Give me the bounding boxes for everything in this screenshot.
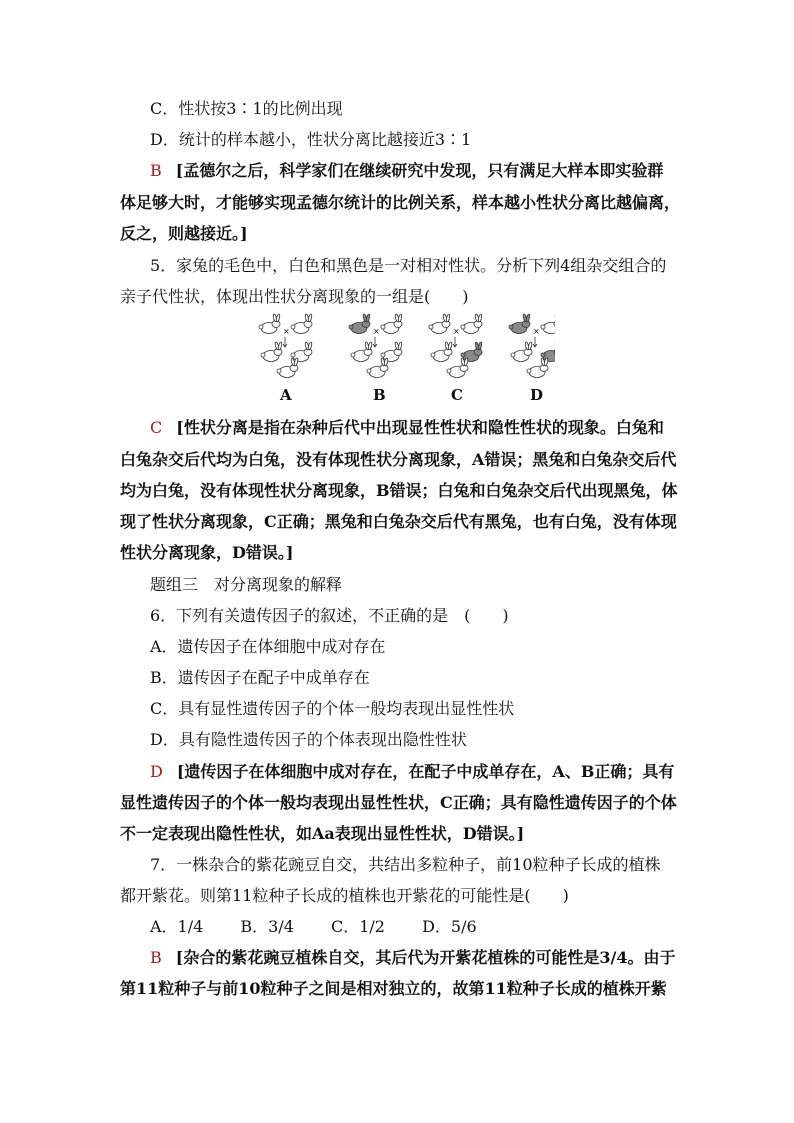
white-rabbit-icon	[381, 314, 402, 334]
white-rabbit-icon	[431, 342, 452, 362]
text-content: C．具有显性遗传因子的个体一般均表现出显性性状	[150, 699, 515, 718]
black-rabbit-icon	[461, 342, 482, 362]
white-rabbit-icon	[367, 358, 388, 378]
text-content: 现了性状分离现象，C正确；黑兔和白兔杂交后代有黑兔，也有白兔，没有体现	[120, 512, 677, 531]
figure-label-c: C	[451, 386, 463, 404]
arrow-down-icon	[533, 337, 537, 347]
text-line	[150, 699, 514, 719]
text-line	[120, 543, 293, 563]
white-rabbit-icon	[541, 314, 555, 334]
text-line	[120, 886, 569, 906]
text-content: D．统计的样本越小，性状分离比越接近3∶1	[150, 130, 472, 149]
white-rabbit-icon	[511, 342, 532, 362]
text-line	[150, 99, 343, 119]
text-line	[120, 224, 248, 244]
cross-symbol: ×	[453, 327, 460, 336]
cross-symbol: ×	[283, 327, 290, 336]
text-line	[120, 824, 524, 844]
text-content: 题组三 对分离现象的解释	[150, 575, 343, 594]
white-rabbit-icon	[351, 342, 372, 362]
text-content: 6．下列有关遗传因子的叙述，不正确的是 ( )	[150, 606, 509, 625]
text-line	[150, 575, 342, 595]
text-line	[120, 512, 677, 532]
text-content: [杂合的紫花豌豆植株自交，其后代为开紫花植株的可能性是3/4。由于	[175, 948, 676, 967]
white-rabbit-icon	[527, 358, 548, 378]
cross-symbol: ×	[373, 327, 380, 336]
arrow-down-icon	[283, 337, 287, 347]
text-content: 性状分离现象，D错误。]	[120, 543, 294, 562]
figure-label-d: D	[530, 386, 544, 404]
white-rabbit-icon	[291, 314, 312, 334]
figure-label-a: A	[280, 386, 292, 404]
text-line	[120, 287, 469, 307]
text-line	[120, 481, 678, 501]
text-line	[120, 193, 680, 213]
answer-letter: B	[150, 948, 162, 967]
text-line	[120, 450, 676, 470]
text-content: B．遗传因子在配子中成单存在	[150, 668, 370, 687]
text-content: [性状分离是指在杂种后代中出现显性性状和隐性性状的现象。白兔和	[176, 418, 664, 437]
text-content: D．具有隐性遗传因子的个体表现出隐性性状	[150, 730, 467, 749]
text-content: 反之，则越接近。]	[120, 224, 248, 243]
text-line	[120, 979, 667, 999]
text-line	[150, 418, 664, 438]
answer-letter: C	[150, 418, 163, 437]
arrow-down-icon	[373, 337, 377, 347]
text-line	[150, 256, 666, 276]
text-content: 白兔杂交后代均为白兔，没有体现性状分离现象，A错误；黑兔和白兔杂交后代	[120, 450, 677, 469]
text-content: 不一定表现出隐性性状，如Aa表现出显性性状，D错误。]	[120, 824, 525, 843]
arrow-down-icon	[453, 337, 457, 347]
white-rabbit-icon	[291, 342, 312, 362]
white-rabbit-icon	[381, 342, 402, 362]
text-line	[150, 917, 477, 937]
text-line	[150, 948, 675, 968]
text-line	[150, 668, 370, 688]
text-content: [孟德尔之后，科学家们在继续研究中发现，只有满足大样本即实验群	[175, 161, 664, 180]
text-line	[150, 730, 467, 750]
text-line	[150, 637, 386, 657]
text-content: 体足够大时，才能够实现孟德尔统计的比例关系，样本越小性状分离比越偏离，	[120, 193, 681, 212]
text-line	[150, 606, 509, 626]
text-content: A．1/4 B．3/4 C．1/2 D．5/6	[150, 917, 477, 936]
rabbit-cross-figure	[255, 310, 555, 410]
text-content: 都开紫花。则第11粒种子长成的植株也开紫花的可能性是( )	[120, 886, 569, 905]
text-line	[150, 762, 674, 782]
text-content: [遗传因子在体细胞中成对存在，在配子中成单存在，A、B正确；具有	[176, 762, 675, 781]
text-content: 亲子代性状，体现出性状分离现象的一组是( )	[120, 287, 469, 306]
white-rabbit-icon	[261, 342, 282, 362]
text-content: 7．一株杂合的紫花豌豆自交，共结出多粒种子，前10粒种子长成的植株	[150, 855, 661, 874]
white-rabbit-icon	[447, 358, 468, 378]
text-content: 显性遗传因子的个体一般均表现出显性性状，C正确；具有隐性遗传因子的个体	[120, 793, 677, 812]
black-rabbit-icon	[349, 314, 370, 334]
text-content: 均为白兔，没有体现性状分离现象，B错误；白兔和白兔杂交后代出现黑兔，体	[120, 481, 678, 500]
answer-letter: B	[150, 161, 162, 180]
white-rabbit-icon	[277, 358, 298, 378]
cross-symbol: ×	[533, 327, 540, 336]
figure-label-b: B	[373, 386, 386, 404]
text-line	[150, 855, 661, 875]
text-line	[150, 130, 471, 150]
text-content: 第11粒种子与前10粒种子之间是相对独立的，故第11粒种子长成的植株开紫	[120, 979, 667, 998]
white-rabbit-icon	[429, 314, 450, 334]
text-content: 5．家兔的毛色中，白色和黑色是一对相对性状。分析下列4组杂交组合的	[150, 256, 667, 275]
text-content: C．性状按3∶1的比例出现	[150, 99, 343, 118]
white-rabbit-icon	[259, 314, 280, 334]
text-line	[120, 793, 677, 813]
text-line	[150, 161, 663, 181]
white-rabbit-icon	[461, 314, 482, 334]
answer-letter: D	[150, 762, 163, 781]
black-rabbit-icon	[509, 314, 530, 334]
text-content: A．遗传因子在体细胞中成对存在	[150, 637, 386, 656]
